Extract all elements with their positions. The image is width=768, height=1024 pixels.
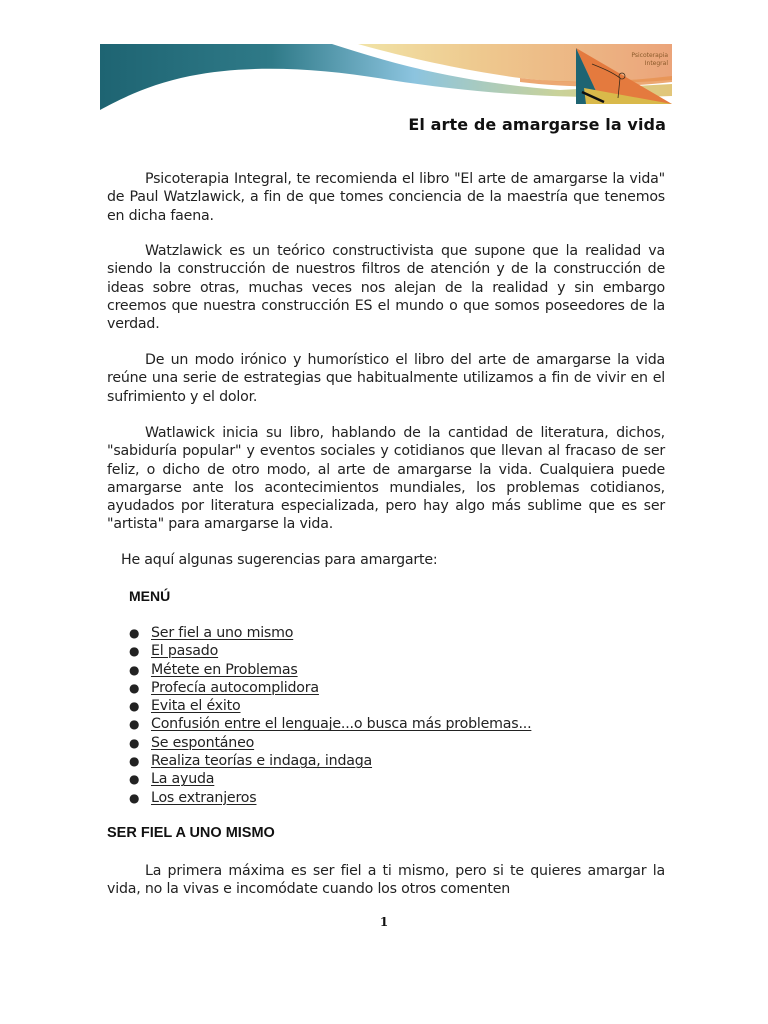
bullet-icon: ● <box>129 680 140 695</box>
menu-link-teorias[interactable]: Realiza teorías e indaga, indaga <box>151 753 373 770</box>
paragraph-text: Psicoterapia Integral, te recomienda el libro "El arte de amargarse la vida" de Paul Watzlawick, a fin de que tomes conciencia de la maestría que tenemos en dicha faena. <box>107 171 665 224</box>
menu-item <box>129 697 531 715</box>
menu-item <box>129 642 531 660</box>
paragraph-2 <box>107 242 665 333</box>
bullet-icon: ● <box>129 662 140 677</box>
suggestions-intro: He aquí algunas sugerencias para amargarte: <box>121 552 438 568</box>
menu-item <box>129 734 531 752</box>
paragraph-text: Watlawick inicia su libro, hablando de la cantidad de literatura, dichos, "sabiduría popular" y eventos sociales y cotidianos que llevan al fracaso de ser feliz, o dicho de otro modo, al arte de amargarse la vida. Cualquiera puede amargarse ante los acontecimientos mundiales, los problemas cotidianos, ayudados por literatura especializada, pero hay algo más sublime que es ser "artista" para amargarse la vida. <box>107 425 665 533</box>
menu-link-espontaneo[interactable]: Se espontáneo <box>151 734 255 751</box>
paragraph-text: Watzlawick es un teórico constructivista que supone que la realidad va siendo la construcción de nuestros filtros de atención y de la construcción de ideas sobre otras, muchas veces nos alejan de la realidad y sin embargo creemos que nuestra construcción ES el mundo o que somos poseedores de la verdad. <box>107 243 665 333</box>
paragraph-text: La primera máxima es ser fiel a ti mismo, pero si te quieres amargar la vida, no la vivas e incomódate cuando los otros comenten <box>107 863 665 898</box>
menu-link-confusion[interactable]: Confusión entre el lenguaje...o busca más problemas... <box>151 716 532 733</box>
menu-item <box>129 789 531 807</box>
menu-link-evita-exito[interactable]: Evita el éxito <box>151 698 241 715</box>
menu-item <box>129 661 531 679</box>
bullet-icon: ● <box>129 644 140 659</box>
bullet-icon: ● <box>129 772 140 787</box>
paragraph-text: De un modo irónico y humorístico el libro del arte de amargarse la vida reúne una serie de estrategias que habitualmente utilizamos a fin de vivir en el sufrimiento y el dolor. <box>107 352 665 405</box>
menu-item <box>129 715 531 733</box>
document-title: El arte de amargarse la vida <box>408 115 666 134</box>
menu-item <box>129 752 531 770</box>
menu-link-metete[interactable]: Métete en Problemas <box>151 661 298 678</box>
logo-text: Psicoterapia Integral <box>631 52 668 67</box>
menu-link-la-ayuda[interactable]: La ayuda <box>151 771 215 788</box>
bullet-icon: ● <box>129 735 140 750</box>
page-number: 1 <box>379 915 389 929</box>
menu-link-el-pasado[interactable]: El pasado <box>151 643 219 660</box>
menu-heading: MENÚ <box>129 588 171 604</box>
paragraph-1 <box>107 170 665 225</box>
menu-item <box>129 679 531 697</box>
bullet-icon: ● <box>129 699 140 714</box>
paragraph-3 <box>107 351 665 406</box>
bullet-icon: ● <box>129 626 140 640</box>
menu-item <box>129 624 531 642</box>
menu-link-extranjeros[interactable]: Los extranjeros <box>151 789 257 806</box>
menu-list <box>129 624 531 807</box>
section-heading: SER FIEL A UNO MISMO <box>107 825 275 841</box>
paragraph-4 <box>107 424 665 534</box>
menu-link-profecia[interactable]: Profecía autocomplidora <box>151 679 319 696</box>
bullet-icon: ● <box>129 754 140 769</box>
menu-item <box>129 770 531 788</box>
menu-link-ser-fiel[interactable]: Ser fiel a uno mismo <box>151 625 294 641</box>
bullet-icon: ● <box>129 717 140 732</box>
section-paragraph <box>107 862 665 899</box>
bullet-icon: ● <box>129 790 140 805</box>
